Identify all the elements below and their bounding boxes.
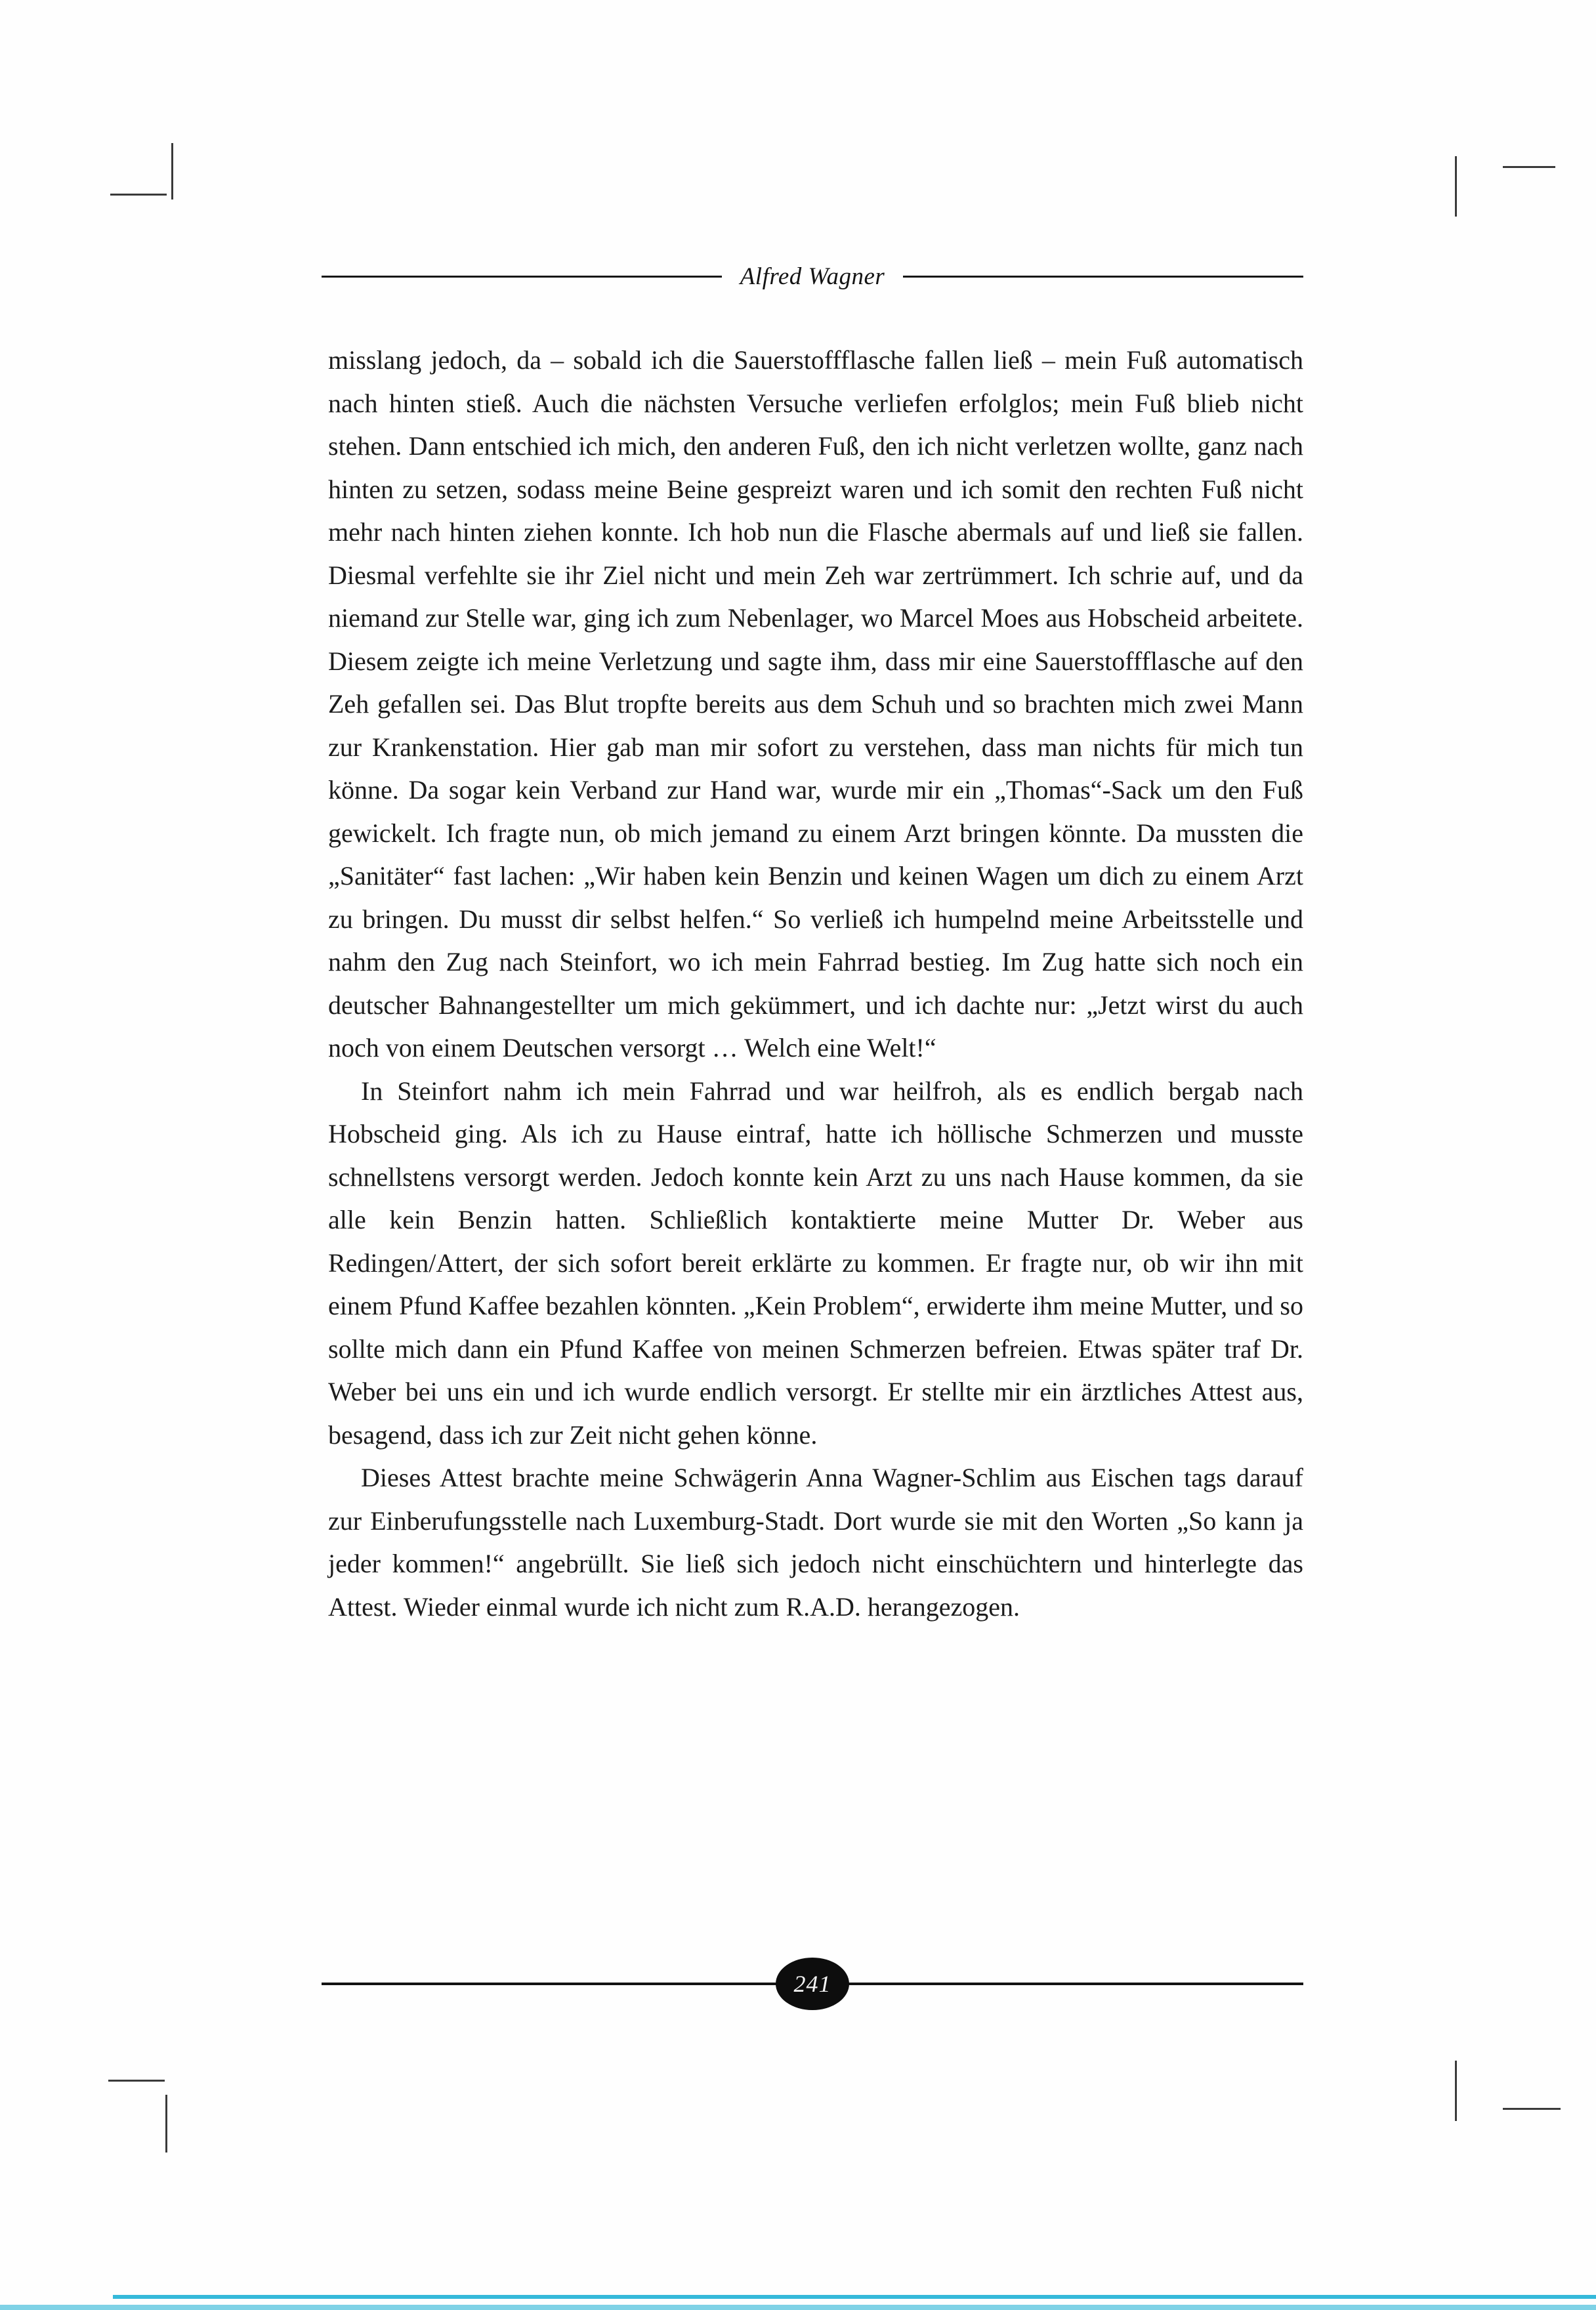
- crop-mark-top-left-vertical: [171, 143, 173, 200]
- body-paragraph: In Steinfort nahm ich mein Fahrrad und war heilfroh, als es endlich bergab nach Hobscheid ging. Als ich zu Hause eintraf, hatte ich höllische Schmerzen und musste schnellstens versorgt werden. Jedoch konnte kein Arzt zu uns nach Hause kommen, da sie alle kein Benzin hatten. Schließlich kontaktierte meine Mutter Dr. Weber aus Redingen/Attert, der sich sofort bereit erklärte zu kommen. Er fragte nur, ob wir ihn mit einem Pfund Kaffee bezahlen könnten. „Kein Problem“, erwiderte ihm meine Mutter, und so sollte mich dann ein Pfund Kaffee von meinen Schmerzen befreien. Etwas später traf Dr. Weber bei uns ein und ich wurde endlich versorgt. Er stellte mir ein ärztliches Attest aus, besagend, dass ich zur Zeit nicht gehen könne.: [328, 1076, 1303, 1450]
- crop-mark-bottom-right-horizontal: [1503, 2108, 1561, 2110]
- body-text-block: [328, 339, 1303, 1628]
- crop-mark-bottom-left-vertical: [165, 2095, 167, 2152]
- registration-line-bottom-edge: [0, 2305, 1596, 2310]
- body-paragraph: Dieses Attest brachte meine Schwägerin Anna Wagner-Schlim aus Eischen tags darauf zur Einberufungsstelle nach Luxemburg-Stadt. Dort wurde sie mit den Worten „So kann ja jeder kommen!“ angebrüllt. Sie ließ sich jedoch nicht einschüchtern und hinterlegte das Attest. Wieder einmal wurde ich nicht zum R.A.D. herangezogen.: [328, 1463, 1303, 1622]
- header-rule-right: [903, 276, 1303, 278]
- author-name: Alfred Wagner: [740, 263, 885, 290]
- body-paragraph: misslang jedoch, da – sobald ich die Sauerstoffflasche fallen ließ – mein Fuß automatisch nach hinten stieß. Auch die nächsten Versuche verliefen erfolglos; mein Fuß blieb nicht stehen. Dann entschied ich mich, den anderen Fuß, den ich nicht verletzen wollte, ganz nach hinten zu setzen, sodass meine Beine gespreizt waren und ich somit den rechten Fuß nicht mehr nach hinten ziehen konnte. Ich hob nun die Flasche abermals auf und ließ sie fallen. Diesmal verfehlte sie ihr Ziel nicht und mein Zeh war zertrümmert. Ich schrie auf, und da niemand zur Stelle war, ging ich zum Nebenlager, wo Marcel Moes aus Hobscheid arbeitete. Diesem zeigte ich meine Verletzung und sagte ihm, dass mir eine Sauerstoffflasche auf den Zeh gefallen sei. Das Blut tropfte bereits aus dem Schuh und so brachten mich zwei Mann zur Krankenstation. Hier gab man mir sofort zu verstehen, dass man nichts für mich tun könne. Da sogar kein Verband zur Hand war, wurde mir ein „Thomas“-Sack um den Fuß gewickelt. Ich fragte nun, ob mich jemand zu einem Arzt bringen könnte. Da mussten die „Sanitäter“ fast lachen: „Wir haben kein Benzin und keinen Wagen um dich zu einem Arzt zu bringen. Du musst dir selbst helfen.“ So verließ ich humpelnd meine Arbeitsstelle und nahm den Zug nach Steinfort, wo ich mein Fahrrad bestieg. Im Zug hatte sich noch ein deutscher Bahnangestellter um mich gekümmert, und ich dachte nur: „Jetzt wirst du auch noch von einem Deutschen versorgt … Welch eine Welt!“: [328, 345, 1303, 1062]
- running-header: [322, 262, 1303, 291]
- page-number-badge: [776, 1958, 849, 2010]
- header-rule-left: [322, 276, 722, 278]
- registration-line-bottom-upper: [113, 2295, 1596, 2299]
- crop-mark-top-right-horizontal: [1503, 166, 1555, 168]
- page-number: 241: [793, 1971, 831, 1997]
- crop-mark-top-right-vertical: [1455, 156, 1457, 217]
- crop-mark-top-left-horizontal: [110, 194, 167, 196]
- crop-mark-bottom-left-horizontal: [108, 2080, 165, 2082]
- crop-mark-bottom-right-vertical: [1455, 2061, 1457, 2121]
